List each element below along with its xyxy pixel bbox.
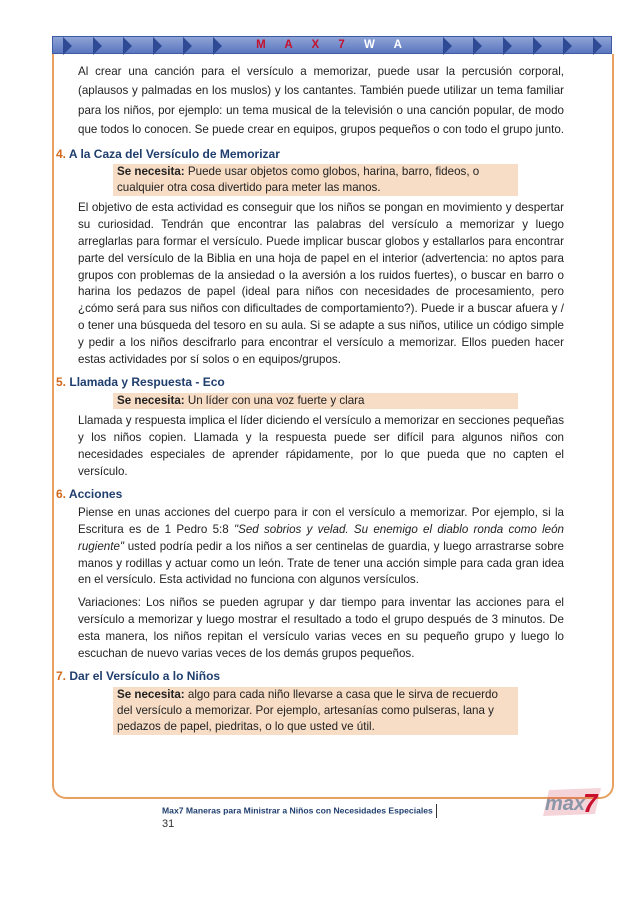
chevron-icon [183,37,192,55]
chevron-icon [93,37,102,55]
section-paragraph-6b: Variaciones: Los niños se pueden agrupar y dar tiempo para inventar las acciones para el versículo a memorizar y luego mostrar el resultado a todo el grupo después de 3 minutos. De esta manera, los niños repitan el versículo varias veces en su pequeño grupo y luego lo escuchan de nuevo varias veces de los demás grupos pequeños. [78,596,564,660]
chevron-icon [473,37,482,55]
scripture-quote: "Sed sobrios y velad. Su enemigo el diablo ronda como león rugiente" [78,522,564,553]
chevron-icon [153,37,162,55]
chevron-icon [563,37,572,55]
section-paragraph-4: El objetivo de esta actividad es conseguir que los niños se pongan en movimiento y despertar su curiosidad. Tendrán que encontrar las palabras del versículo a memorizar y luego arreglarlas para formar el versículo. Puede implicar buscar globos y estallarlos para encontrar parte del versículo de la Biblia en una hoja de papel en el interior (advertencia: no aptos para grupos con problemas de la ansiedad o la aversión a los ruidos fuertes), o buscar en barro o harina los pedazos de papel (ideal para niños con necesidades de procesamiento, pero ¿cómo será para sus niños con dificultades de comportamiento?). Puede ir a buscar afuera y / o tener una búsqueda del tesoro en su aula. Si se adapte a sus niños, utilice un código simple y pedir a los niños descifrarlo para encontrar el versículo a memorizar. Ellos pueden hacer estas actividades por sí solos o en equipos/grupos. [78,201,564,366]
section-paragraph-5: Llamada y respuesta implica el líder diciendo el versículo a memorizar en secciones pequeñas y los niños copien. Llamada y la respuesta puede ser difícil para algunos niños con necesidades especiales de aprender rápidamente, por lo que pueda que no capten el versículo. [78,414,564,478]
header-title: M A X 7 W A Y S [256,39,410,67]
intro-paragraph: Al crear una canción para el versículo a memorizar, puede usar la percusión corporal, (aplausos y palmadas en los muslos) y los cantantes. También puede utilizar un tema familiar para los niños, por ejemplo: un tema musical de la televisión o una canción popular, de modo que todos lo conocen. Se puede crear en equipos, grupos pequeños o con todo el grupo junto. [78,65,565,137]
page-content [58,62,564,739]
chevron-icon [123,37,132,55]
chevron-icon [503,37,512,55]
header-banner [52,36,612,67]
page-number: 31 [162,818,175,830]
section-paragraph-6a: Piense en unas acciones del cuerpo para ir con el versículo a memorizar. Por ejemplo, si la Escritura es de 1 Pedro 5:8 "Sed sobrios y velad. Su enemigo el diablo ronda como león rugiente" usted podría pedir a los niños a ser centinelas de guardia, y luego arrastrarse sobre manos y rodillas y actuar como un león. Trate de tener una acción simple para cada gran idea en el versículo. Esta actividad no funciona con algunos versículos. [78,506,564,587]
svg-text:7: 7 [583,788,598,818]
page-footer [162,804,452,830]
chevron-icon [443,37,452,55]
needs-box-5: Se necesita: Un líder con una voz fuerte y clara [113,393,518,409]
footer-text: Max7 Maneras para Ministrar a Niños con Necesidades Especiales [162,805,433,816]
chevron-icon [593,37,602,55]
section-heading-4: 4. A la Caza del Versículo de Memorizar [56,146,280,161]
chevron-icon [213,37,222,55]
chevron-icon [533,37,542,55]
section-heading-6: 6. Acciones [56,487,123,502]
needs-box-4: Se necesita: Puede usar objetos como globos, harina, barro, fideos, o cualquier otra cosa divertido para meter las manos. [113,164,518,196]
chevron-icon [63,37,72,55]
section-heading-7: 7. Dar el Versículo a lo Niños [56,669,221,684]
max7-logo [541,786,603,818]
section-heading-5: 5. Llamada y Respuesta - Eco [56,375,225,390]
needs-box-7: Se necesita: algo para cada niño llevarse a casa que le sirva de recuerdo del versículo a memorizar. Por ejemplo, artesanías como pulseras, lana y pedazos de papel, piedritas, o lo que usted ve útil. [113,687,518,735]
svg-text:max: max [545,793,586,815]
